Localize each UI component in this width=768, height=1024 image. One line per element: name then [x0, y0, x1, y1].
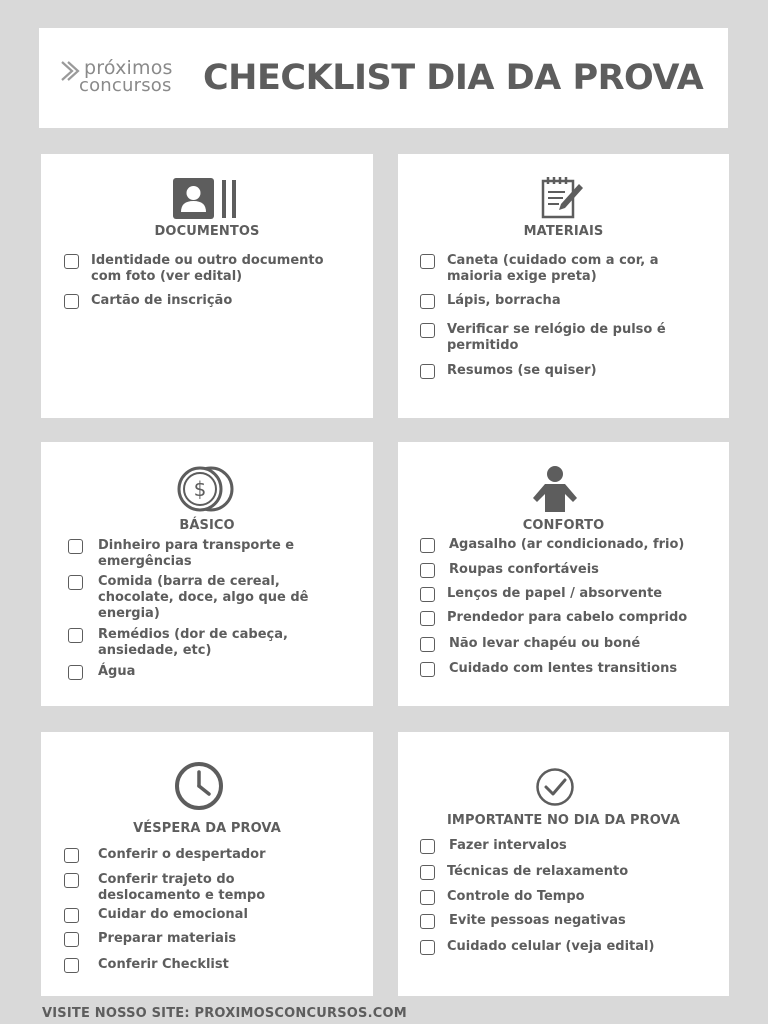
list-item	[420, 864, 725, 880]
item-line: Cuidar do emocional	[98, 907, 248, 922]
coins-icon	[173, 465, 241, 513]
item-line: Conferir trajeto do	[98, 872, 235, 887]
clock-icon	[173, 760, 225, 812]
list-item	[420, 636, 725, 652]
page-title: CHECKLIST DIA DA PROVA	[203, 58, 704, 98]
card-title: VÉSPERA DA PROVA	[133, 821, 281, 836]
list-item	[68, 574, 368, 622]
item-line: Caneta (cuidado com a cor, a	[447, 253, 659, 268]
item-line: Lápis, borracha	[447, 293, 561, 308]
list-item	[64, 253, 364, 285]
checkbox[interactable]	[420, 364, 435, 379]
card-vespera	[41, 732, 373, 996]
list-item	[420, 661, 725, 677]
list-item	[64, 957, 369, 973]
item-line: Preparar materiais	[98, 931, 237, 946]
item-line: Comida (barra de cereal,	[98, 574, 280, 589]
checkbox[interactable]	[68, 539, 83, 554]
list-item	[420, 586, 725, 602]
checkbox[interactable]	[420, 839, 435, 854]
card-title: MATERIAIS	[523, 224, 604, 239]
checkbox[interactable]	[64, 908, 79, 923]
item-line: Evite pessoas negativas	[449, 913, 626, 928]
list-item	[64, 872, 369, 904]
card-documentos	[41, 154, 373, 418]
checkbox[interactable]	[64, 932, 79, 947]
checkbox[interactable]	[68, 665, 83, 680]
list-item	[420, 889, 725, 905]
checkbox[interactable]	[64, 294, 79, 309]
checkbox[interactable]	[64, 873, 79, 888]
item-line: energia)	[98, 606, 160, 621]
item-line: permitido	[447, 338, 519, 353]
item-line: Dinheiro para transporte e	[98, 538, 295, 553]
item-line: com foto (ver edital)	[91, 269, 243, 284]
checkbox[interactable]	[420, 940, 435, 955]
header-banner	[39, 28, 728, 128]
item-line: Cuidado celular (veja edital)	[447, 939, 655, 954]
checkbox[interactable]	[420, 662, 435, 677]
item-line: chocolate, doce, algo que dê	[98, 590, 309, 605]
item-line: Prendedor para cabelo comprido	[447, 610, 688, 625]
item-line: Conferir o despertador	[98, 847, 266, 862]
item-line: Roupas confortáveis	[449, 562, 599, 577]
checkbox[interactable]	[64, 254, 79, 269]
item-line: Verificar se relógio de pulso é	[447, 322, 666, 337]
checkbox[interactable]	[420, 294, 435, 309]
checkbox[interactable]	[420, 890, 435, 905]
card-title: DOCUMENTOS	[154, 224, 260, 239]
item-line: Cuidado com lentes transitions	[449, 661, 678, 676]
list-item	[68, 627, 368, 659]
card-materiais	[398, 154, 729, 418]
card-title: IMPORTANTE NO DIA DA PROVA	[447, 813, 680, 828]
checkbox[interactable]	[68, 575, 83, 590]
footer-website[interactable]: VISITE NOSSO SITE: PROXIMOSCONCURSOS.COM	[42, 1006, 407, 1021]
item-line: Agasalho (ar condicionado, frio)	[449, 537, 685, 552]
item-line: emergências	[98, 554, 192, 569]
list-item	[420, 562, 725, 578]
id-card-icon	[173, 178, 241, 220]
list-item	[68, 664, 368, 680]
list-item	[420, 610, 725, 626]
card-conforto	[398, 442, 729, 706]
list-item	[420, 293, 720, 309]
item-line: Resumos (se quiser)	[447, 363, 597, 378]
item-line: Identidade ou outro documento	[91, 253, 324, 268]
item-line: maioria exige preta)	[447, 269, 597, 284]
check-circle-icon	[535, 767, 575, 807]
checkbox[interactable]	[420, 611, 435, 626]
card-title: BÁSICO	[179, 518, 235, 533]
logo	[61, 58, 191, 98]
list-item	[420, 253, 720, 285]
list-item	[420, 363, 720, 379]
list-item	[420, 322, 720, 354]
checkbox[interactable]	[420, 637, 435, 652]
card-basico	[41, 442, 373, 706]
item-line: Cartão de inscrição	[91, 293, 233, 308]
checkbox[interactable]	[420, 323, 435, 338]
logo-text-top: próximos	[84, 57, 173, 79]
list-item	[64, 907, 369, 923]
item-line: Lenços de papel / absorvente	[447, 586, 663, 601]
card-title: CONFORTO	[522, 518, 605, 533]
checkbox[interactable]	[420, 587, 435, 602]
checkbox[interactable]	[68, 628, 83, 643]
item-line: Técnicas de relaxamento	[447, 864, 629, 879]
checkbox[interactable]	[420, 538, 435, 553]
checkbox[interactable]	[420, 563, 435, 578]
item-line: Fazer intervalos	[449, 838, 567, 853]
checkbox[interactable]	[420, 865, 435, 880]
card-importante	[398, 732, 729, 996]
list-item	[64, 847, 369, 863]
item-line: Remédios (dor de cabeça,	[98, 627, 288, 642]
item-line: Conferir Checklist	[98, 957, 229, 972]
person-icon	[531, 466, 579, 514]
item-line: deslocamento e tempo	[98, 888, 266, 903]
list-item	[64, 293, 364, 309]
item-line: Não levar chapéu ou boné	[449, 636, 641, 651]
item-line: ansiedade, etc)	[98, 643, 212, 658]
list-item	[420, 939, 725, 955]
checkbox[interactable]	[420, 254, 435, 269]
logo-text-bottom: concursos	[79, 75, 172, 96]
list-item	[64, 931, 369, 947]
item-line: Água	[98, 664, 136, 679]
list-item	[420, 838, 725, 854]
checkbox[interactable]	[420, 914, 435, 929]
notepad-pencil-icon	[541, 176, 585, 220]
checkbox[interactable]	[64, 958, 79, 973]
list-item	[420, 913, 725, 929]
item-line: Controle do Tempo	[447, 889, 585, 904]
svg-text:$: $	[193, 477, 207, 501]
list-item	[68, 538, 368, 570]
checkbox[interactable]	[64, 848, 79, 863]
list-item	[420, 537, 725, 553]
